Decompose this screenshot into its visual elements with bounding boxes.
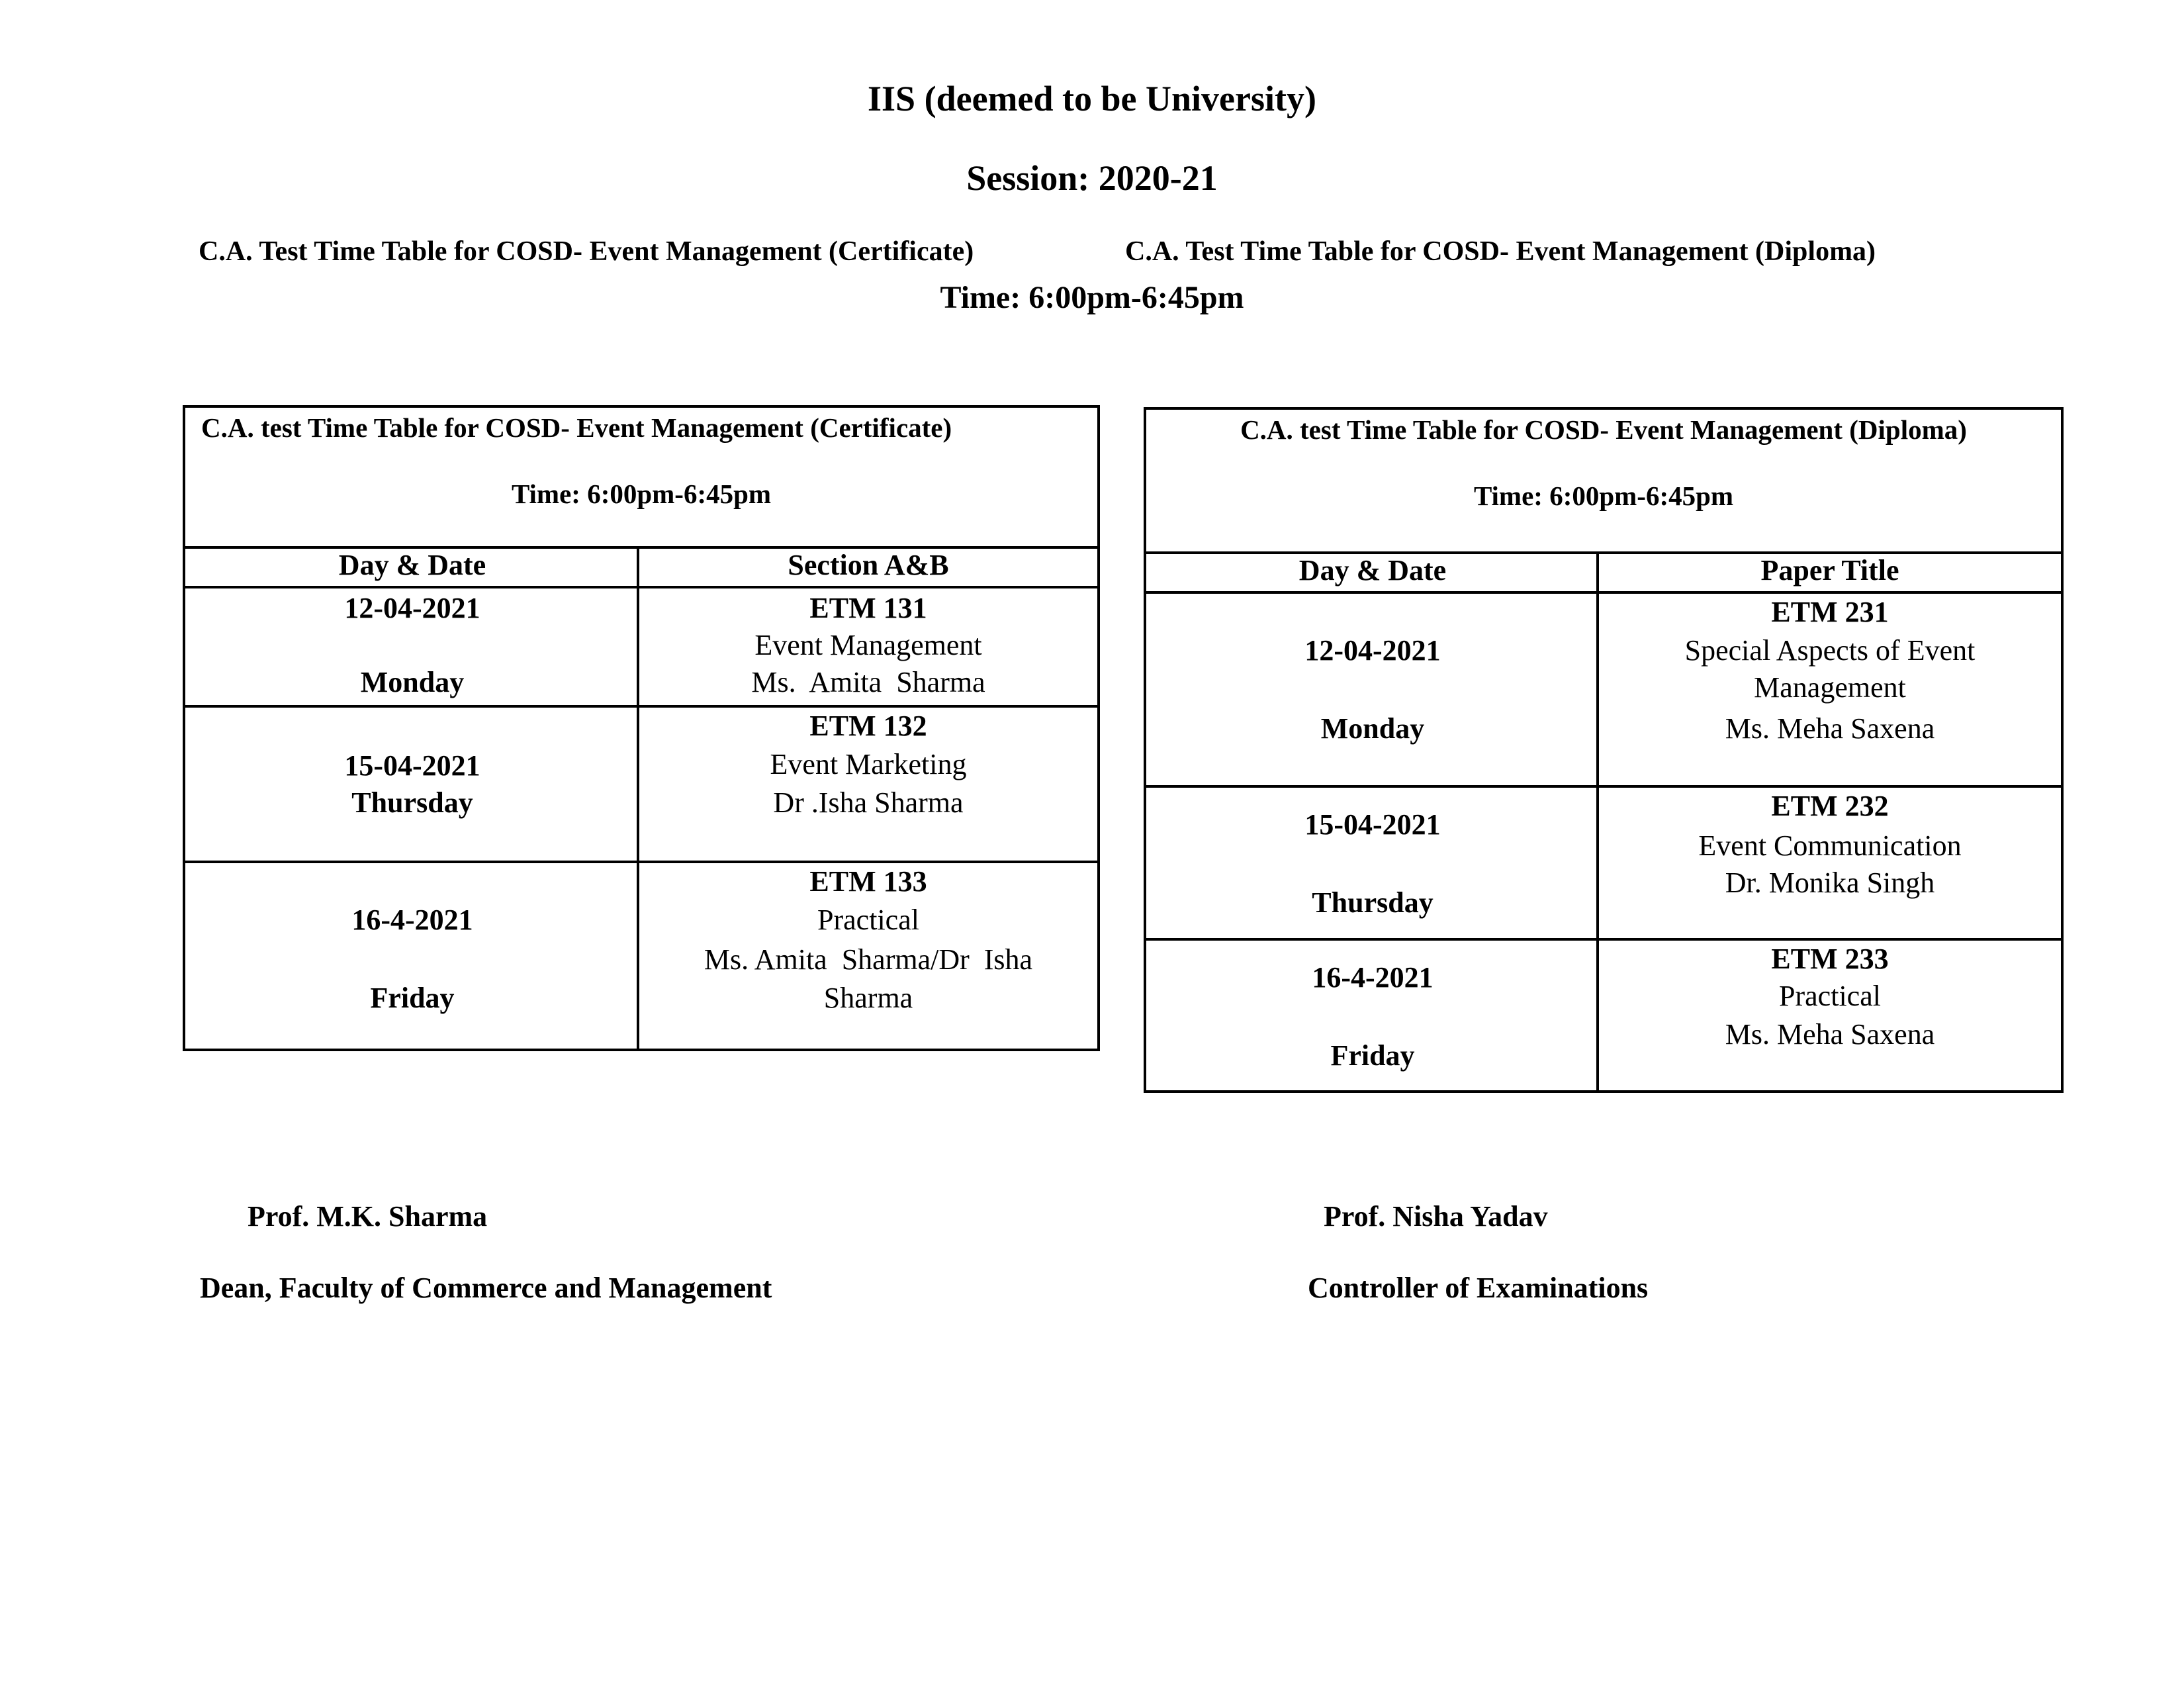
paper-code: ETM 232 — [1771, 790, 1889, 822]
paper-title: Event Management — [754, 629, 982, 661]
table-row — [1146, 941, 2061, 1093]
subtitle-certificate: C.A. Test Time Table for COSD- Event Management (Certificate) — [199, 236, 974, 267]
paper-title: Event Communication — [1698, 829, 1962, 862]
column-header-day-date: Day & Date — [338, 549, 486, 581]
column-divider — [637, 546, 639, 1049]
column-divider — [1596, 551, 1599, 1090]
row-date: 12-04-2021 — [1304, 634, 1441, 667]
paper-code: ETM 231 — [1771, 596, 1889, 628]
row-date: 12-04-2021 — [344, 592, 480, 624]
paper-code: ETM 132 — [809, 710, 927, 742]
signatory-designation-dean: Dean, Faculty of Commerce and Management — [200, 1272, 772, 1304]
row-date: 16-4-2021 — [351, 904, 473, 936]
table-title: C.A. test Time Table for COSD- Event Management (Diploma) — [1240, 414, 1967, 445]
row-day: Friday — [1330, 1039, 1415, 1072]
exam-time: Time: 6:00pm-6:45pm — [940, 280, 1244, 315]
paper-teacher: Dr .Isha Sharma — [773, 786, 964, 819]
paper-code: ETM 133 — [809, 865, 927, 898]
column-header-row — [1146, 551, 2061, 594]
paper-teacher-continued: Sharma — [823, 982, 913, 1014]
table-title: C.A. test Time Table for COSD- Event Management (Certificate) — [201, 412, 952, 443]
table-row — [1146, 788, 2061, 941]
table-header — [185, 408, 1097, 549]
table-row — [185, 708, 1097, 863]
row-day: Thursday — [1312, 886, 1433, 919]
row-date: 15-04-2021 — [1304, 808, 1441, 841]
signatory-designation-controller: Controller of Examinations — [1308, 1272, 1649, 1304]
row-day: Monday — [1320, 712, 1425, 745]
paper-teacher: Ms. Meha Saxena — [1725, 712, 1935, 745]
row-date: 15-04-2021 — [344, 749, 480, 782]
table-row — [185, 863, 1097, 1051]
table-row — [1146, 594, 2061, 788]
row-day: Thursday — [351, 786, 473, 819]
paper-teacher: Ms. Amita Sharma — [751, 666, 985, 698]
row-day: Friday — [370, 982, 455, 1014]
paper-title: Event Marketing — [770, 748, 967, 780]
table-time: Time: 6:00pm-6:45pm — [511, 479, 772, 509]
column-header-section: Section A&B — [788, 549, 949, 581]
signatory-name-controller: Prof. Nisha Yadav — [1324, 1200, 1548, 1233]
row-day: Monday — [360, 666, 465, 698]
column-header-paper-title: Paper Title — [1760, 554, 1899, 586]
table-time: Time: 6:00pm-6:45pm — [1473, 481, 1734, 511]
certificate-timetable — [183, 405, 1100, 1051]
paper-title: Special Aspects of Event — [1684, 634, 1976, 667]
paper-code: ETM 233 — [1771, 943, 1889, 975]
column-header-row — [185, 546, 1097, 588]
paper-teacher: Ms. Amita Sharma/Dr Isha — [704, 943, 1033, 976]
table-header — [1146, 410, 2061, 554]
paper-teacher: Ms. Meha Saxena — [1725, 1018, 1935, 1051]
column-header-day-date: Day & Date — [1298, 554, 1447, 586]
row-date: 16-4-2021 — [1312, 961, 1433, 994]
signatory-name-dean: Prof. M.K. Sharma — [248, 1200, 488, 1233]
subtitle-diploma: C.A. Test Time Table for COSD- Event Management (Diploma) — [1125, 236, 1876, 267]
diploma-timetable — [1144, 407, 2064, 1093]
institution-title: IIS (deemed to be University) — [868, 79, 1316, 118]
paper-title: Practical — [1779, 980, 1881, 1012]
paper-teacher: Dr. Monika Singh — [1725, 867, 1935, 899]
table-row — [185, 588, 1097, 708]
paper-title-continued: Management — [1754, 671, 1906, 704]
paper-title: Practical — [817, 904, 919, 936]
session-label: Session: 2020-21 — [966, 158, 1218, 198]
paper-code: ETM 131 — [809, 592, 927, 624]
